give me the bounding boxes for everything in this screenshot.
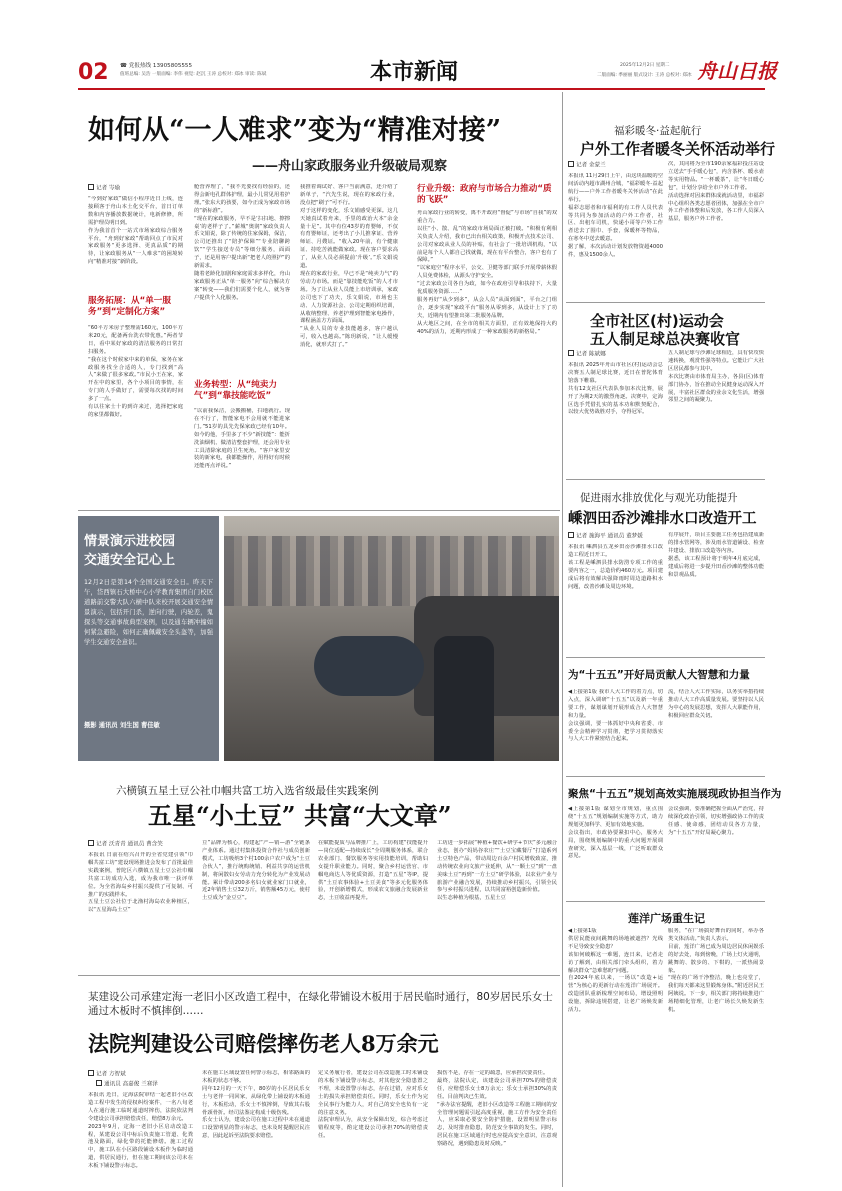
lead-col3: 我推着调试好、客户当前满意，还介绍了新单子，“汽先生说，现在的家政行业，没点把“刷子”可不行。 对于这样的变化，乐文娟感受更深。这几天她真试着舟来，手里的政治大本“余金量十足”。其中有位43岁的育婴师，不仅有育婴师证，还考出了小儿推拿证、营养师证、月嫂证。“收入20年前，有个健康证、持吃苦就能做家政。现在客户要求高了，从业人员必须提前‘升级’。”乐文娟说道。 现在的家政行业，早已不是“纯卖力气”的劳动力市场。而是“靠技能吃饭”的人才市场。为了让从业人员能上市培训承，家政公司也下了功夫，乐文娟说，市场也主动、人力资源社会、公司定期组织培训，从收纳整理、养老护理到智能家电操作，课程涵盖方方面面。 “从业人员的专业技能越多，客户越认可，收入也越高。”陈玥新说，“让人缓慢消化，就形式打了。” bbox=[300, 184, 398, 349]
photo-credit: 摄影 通讯员 刘生国 曹佳敏 bbox=[84, 722, 160, 729]
right2-col2: 五人制足球与沙滩足球相近，具有快攻快速转换，观赏性强等特点。它能让广大社区居民都参与其中。 本次比赛由市体育局主办，各县(区)体育部门协办，旨在推动全民健身运动深入开展，丰富社区群众的业余文化生活，增强邻里之间的凝聚力。 bbox=[668, 350, 764, 404]
lead-bottom-rule bbox=[78, 510, 560, 511]
right6-title: 莲洋广场重生记 bbox=[628, 912, 705, 925]
right5-rule bbox=[566, 901, 765, 902]
right4-col1: ◀上接第1版 我市人大工作的着力点，切入点，深入调研“十五五”以及新一年重要工作，谋划谋划开展形成合人大智慧和力量。 会议强调，要一体抓好中央和省委、市委全会精神学习贯彻，把学习贯彻落实与人大工作紧密结合起来。 bbox=[568, 689, 663, 743]
date-line: 2025年12月2日 星期二 bbox=[620, 63, 670, 68]
hotline bbox=[120, 61, 192, 69]
court-title: 法院判建设公司赔偿摔伤老人8万余元 bbox=[88, 1031, 439, 1056]
lead-col1b: “60平方米房子整理需160元，100平方米20元，配备两台洗衣带优惠。”两者节日，看中某好家政的清洁服务的日常打扫服务。 “我在这个时候家中来的单保，家务在家政服务找全合适的人，专门找到“高人”来做了很多家政。”市民小王在家，家开在中的家里，各个小项目的事情，在专门的人手做好了，需要每次找的时间多了一点。 有以往家士十的到许来过，选择把家庭的家里都做好。 bbox=[88, 325, 183, 418]
right2-col1: 本报讯 2025年舟山市社区(村)运动会总决赛五人制足球比赛，近日在普陀体育馆落下帷幕。 共有12支社区代表队参加本次比赛，展开了为期2天的激烈角逐。决赛中，定海区选手凭借扎实的基本功和默契配合，以较大优势战胜对手，夺得冠军。 bbox=[568, 362, 663, 416]
lead-title: 如何从“一人难求”变为“精准对接” bbox=[88, 115, 502, 146]
right1-title: 户外工作者暖冬关怀活动举行 bbox=[580, 140, 776, 158]
lead-sub3: 行业升级：政府与市场合力推动“质的飞跃” bbox=[417, 184, 552, 205]
lead-byline: 记者 岑瑜 bbox=[88, 184, 120, 193]
potato-col3: 在赋能提质与品牌推广上，工坊构建“技能提升—岗位适配—持续成长”全周期服务体系，联合农业部门、餐饮服务等实用技能培训，帮助妇女提升职业能力。同时，聚合乡村运营官、市帼电商达人等优质资源，打造“五星”等IP，提供“土豆农事体验+土豆美食”等多元化服务体验，开创新增模式，形成农文旅融合发展新业态，土豆收益再提升。 bbox=[318, 840, 428, 902]
right1-col2: 次，其同将为全市190余家福彩投注站设立送去“手手暖心包”，内含茶杯、暖水壶等实用物品。“一杯暖茶”，让“冬日暖心包”，计划分享给全市户外工作者。 活动选择对因来群体成就活动里，市福彩中心组织各类志愿者团体，加强在全市户外工作者体整和后发放，各工作人员深入基层，服务户外工作者。 bbox=[668, 161, 764, 223]
lead-col2: 舱营养理了，“我不光要找有经验的，还得会新电孔群体护理，最小儿常见用着护理。”张东大的孩要，如今正成为家政市场的“新标准”。 “现在的家政服务，早不是‘扫扫地、擦擦桌’的老样子了。”薪城“奥润”家政负责人乐文娟说，除了传统的住家保姆，保洁，公司还推出了“陪护保障”“专业陪聊跨饮”“学生接送专员”等细分服务，面面子，还是用客户提出新“把老人的照护”的新需求。 随着老龄化加剧和家庭需求多样化，舟山家政服务正从“单一服务”向“综合解决方案”转变——我们们需要个化人，就为客户提供个人化服务。 bbox=[194, 184, 290, 301]
court-byline: 记者 方智斌 bbox=[88, 1070, 126, 1079]
potato-title: 五星“小土豆” 共富“大文章” bbox=[148, 801, 452, 830]
court-byline2: 通讯员 高嘉俊 兰赛泽 bbox=[96, 1080, 158, 1089]
photo-officer bbox=[434, 636, 494, 761]
right3-col1: 本报讯 嵊泗县五龙乡田岙沙滩排水口改造工程近日开工。 该工程是嵊泗县排水防涝专项工作的重要内容之一，总造价约460万元。项目建成后将有效解决强降雨时周边道路积水问题，改善沙滩及周边环境。 bbox=[568, 544, 663, 590]
right1-byline: 记者 金蒙兰 bbox=[568, 161, 606, 170]
lead-sub1: 服务拓展：从“单一服务”到“定制化方案” bbox=[88, 296, 171, 317]
right6-col1: ◀上接第1版 供居民能夜间跳舞的场地被遮挡？光线不足导致安全隐患？ 该如何破解这一难题，连日来，记者走访了解到，由相关部门牵头组织，着力解决群众“急难愁盼”问题。 自2024年底以来，一场以“改造+运营”为核心的更新行动在莲洋广场展开。改造团队重新梳理空间布局，增设照明设施，拆除违规搭建，让老广场焕发新活力。 bbox=[568, 928, 663, 1014]
lead-col2b: “以前我保洁，会搬搬桶，扫地就行。现在不行了，智能家电不会用就不能进家门。”51岁的具先先保家政已经有10年。如今的他，手里多了不少“新技能”：能折洗油烟机、做清洁整套护理，还会用专业工具清除家庭的卫生死角。“客户家里安装的新家电，我都能操作，用得好有时候还能再点评说。” bbox=[194, 408, 290, 470]
masthead-logo: 舟山日报 bbox=[697, 59, 777, 83]
potato-kicker: 六横镇五星土豆公社巾帼共富工坊入选省级最佳实践案例 bbox=[116, 785, 379, 797]
photo-title-1: 情景演示进校园 bbox=[84, 534, 176, 549]
potato-col4: 工坊进一步拓展“种植+餐饮+研学+节庆”多元融合业态，创办“妈妈谷农庄”“土豆宝藏餐厅”打造系列土豆特色产品，带动周边百余户村民增收致富，推动传统农业向文旅产业延伸，从“一颗土豆”到“一盘美味土豆”再到“一方土豆”研学体验，以农业产业与旅游产业融合发展，持续推动乡村振兴，引领全民参与乡村振兴进程，以共同富裕创造新价值。 以生态种植为根基，五星土豆 bbox=[437, 840, 557, 902]
page-number: 02 bbox=[78, 60, 109, 85]
hotline-text: 党报热线 13905805555 bbox=[128, 63, 193, 69]
potato-col2: 豆”品牌为核心，构建起“产—销—游”全链条产业体系。通过村集体投资合作社与成员创新模式，工坊吸纳3个村100余户农户成为“土豆合伙人”，推行统购统销、利益共享的运营机制，将闲散妇女劳动力充分转化为产业发展动能。累计带动200多名妇女就业家门口就业，近2年销售土豆32万斤，销售额45万元，使村土豆成为“金豆豆”。 bbox=[202, 840, 310, 902]
right5-col2: 会议强调，要准确把握全面从严治党，持续深化政治引领，切实增强政协工作的责任感、使命感，团结动员各方力量，为“十五五”开好局凝心聚力。 bbox=[668, 806, 764, 836]
right4-title: 为“十五五”开好局贡献人大智慧和力量 bbox=[568, 669, 750, 681]
photo-title-2: 交通安全记心上 bbox=[84, 553, 176, 568]
right1-kicker: 福彩暖冬·益起航行 bbox=[614, 125, 702, 137]
court-kicker: 某建设公司承建定海一老旧小区改造工程中，在绿化带铺设木板用于居民临时通行，80岁居民乐女士通过木板时不慎摔倒…… bbox=[88, 991, 553, 1017]
right3-title: 嵊泗田岙沙滩排水口改造开工 bbox=[568, 511, 757, 527]
right6-col2: 服务，“在广场搞好舞台的同时，举办各类文体活动。”负责人表示。 目前，莲洋广场已成为周边居民休闲娱乐的好去处，每到傍晚，广场上灯火通明，跳舞的、散步的、下棋的，一派热闹景象。 “现在的广场干净整洁，晚上也亮堂了，我们每天都来这里锻炼身体。”附近居民王阿姨说。下一步，相关部门将持续推进广场精细化管理，让老广场长久焕发新生机。 bbox=[668, 928, 764, 1014]
right1-rule bbox=[566, 302, 765, 303]
potato-bottom-rule bbox=[78, 975, 560, 976]
right4-col2: 流，结合人大工作实际，以务实举措持续推动人大工作高质量发展。要坚持以人民为中心的发展思想，发挥人大职能作用，积极回应群众关切。 bbox=[668, 689, 764, 719]
right3-rule bbox=[566, 657, 765, 658]
lead-col4: 舟山家政行业的转变，离不开政府“督促”与市场“自我”的双重合力。 以往“小、散、乱”的家政市场局面正被打破。“积极有利相关负责人介绍，我市已出台相关政策，积极开点技术公司、公司对家政从业人员的补贴，有社会了一批培训机构，“以前是每个人人都自己找就做，现在有平台整合，客户也有了保障。” “以家庭空”程序水平，公交、卫健等部门联手开展带薪休假人员免费体检，从源头守护安全。 “过去家政公司各自为政，如今在政府引导和扶持下，大量优质服务资源……” 服务再好“从少到多”，从会人员“从面到面”，平台之门组合，逐步实现“家政平台”服务从零到多，从设计上下了功夫，近期内有望推出第二批服务品牌。 从大地区之间，在全市的相关方面里，正有效地保持大约40%的活力，近期内形成了一种家政服务的新格局。” bbox=[417, 210, 557, 335]
editors-left: 值班总编: 吴浩 一版面编: 李伟 视觉: 赵沉 王涛 总校对: 郑冰 审读: 陈斌 bbox=[120, 72, 267, 77]
right2-title-1: 全市社区(村)运动会 bbox=[590, 312, 724, 330]
right2-byline: 记者 陈斌娜 bbox=[568, 350, 606, 359]
lead-sub2: 业务转型：从“纯卖力气”到“靠技能吃饭” bbox=[194, 380, 277, 401]
potato-byline: 记者 沃青青 通讯员 曹含笑 bbox=[88, 840, 163, 849]
right2-rule bbox=[566, 479, 765, 480]
lead-subtitle: ——舟山家政服务业升级破局观察 bbox=[252, 159, 448, 174]
right3-kicker: 促进雨水排放优化与观光功能提升 bbox=[580, 492, 738, 504]
right5-title: 聚焦“十五五”规划高效实施展现政协担当作为 bbox=[568, 788, 782, 800]
section-title: 本市新闻 bbox=[370, 59, 459, 85]
phone-icon: ☎ bbox=[120, 63, 127, 69]
court-col3: 定义务履行者，建设公司在改造施工时未铺设的木板下铺设警示标志，对其他安全隐患置之不理，未设置警示标志，存在过错，应对乐女士的损失承担赔偿责任。同时，乐女士作为完全民事行为能力人，对自己的安全也负有一定的注意义务。 法院审理认为，从安全保障出发，综合考虑过错程度等，酌定建设公司承担70%的赔偿责任。 bbox=[318, 1070, 428, 1140]
right5-col1: ◀上接第1版 谋划全市规划，重点围绕“十五五”规划编制实施等方式，助力规划更加科学、更加有效地实施。 会议指出，市政协要紧扣中心，服务大局，围绕规划编制中的重大问题开展调查研究，深入基层一线，广泛听取群众意见。 bbox=[568, 806, 663, 860]
right3-col2: 有序展开，项目主要施工任务包括建成新的排水管网等，涉及雨水管道铺设、检查井建设、排放口改造等内容。 据悉，该工程预计将于明年4月底完成，建成后将进一步提升田岙沙滩的整体功能和景观品质。 bbox=[668, 532, 764, 578]
potato-col1: 本报讯 日前在绍兴召开的全省党建引领“巾帼共富工坊”建设现场推进会发布了首批最佳实践案例，普陀区六横镇五星土豆公社巾帼共富工坊成功入选，成为我市唯一获评单位。为全省海岛乡村振兴提供了可复制、可推广的实践样本。 五星土豆公社位于北渔村海岛农业种植区，以“五星海岛土豆” bbox=[88, 852, 193, 914]
editors-right: 二版面编: 季丽丽 版式设计: 王涛 总校对: 郑冰 bbox=[597, 73, 692, 78]
right4-rule bbox=[566, 776, 765, 777]
header-rule bbox=[78, 88, 765, 90]
court-col2: 未在施工区域设置任何警示标志，相邻路面的木板的状态不够。 同年12月的一天下午，80岁的小区居民乐女士与老伴一同回家，从绿化带上铺设的木板通行，木板松动，乐女士不慎摔倒，导致其右股骨颈骨折。经司法鉴定构成十级伤残。 乐女士认为，建设公司在施工过程中未在通道口设置明显的警示标志，也未及时提醒居民注意，因此起诉至法院要求赔偿。 bbox=[202, 1070, 310, 1140]
photo-child bbox=[314, 636, 424, 696]
column-divider bbox=[562, 92, 563, 1187]
right3-byline: 记者 施海平 通讯员 董梦媛 bbox=[568, 532, 643, 541]
court-col4: 损伤不是，存在一定的疏忽，应承担次要责任。 最终，法院认定，该建设公司承担70%的赔偿责任，应赔偿乐女士8万余元；乐女士承担30%的责任。目前判决已生效。 “承办法官提醒，老旧小区改造等工程施工期间的安全管理问题需引起高度重视，施工方作为安全责任人，应采取必要安全防护措施，设置明显警示标志，及时排查隐患，防范安全事故的发生。同时，居民在施工区域通行时也应提高安全意识，注意观察路况，遇到隐患及时反映。” bbox=[437, 1070, 557, 1148]
right2-title-2: 五人制足球总决赛收官 bbox=[590, 330, 741, 348]
traffic-photo bbox=[224, 516, 559, 761]
right1-col1: 本报讯 11月29日上午，由这块温暖的空间活动内超市湖州合城，“福彩暖冬·益起航行——户外工作者暖冬关怀活动”在此举行。 福彩志愿者和市福利的有工作人员代表等共同为参加活动的户外工作者，社区、出租车司机，快递小哥等户外工作者送去了围巾、手套，保暖杯等物品，在寒冬中送去暖意。 据了解，本次活动计划发放物资超4000件，惠及1500余人。 bbox=[568, 173, 663, 259]
photo-caption: 12月2日是第14个全国交通安全日。昨天下午，岱西镇石大桥中心小学教育集团自门校区道路前交警大队六横中队来校开展交通安全情景演示，包括开门杀，逆向行驶，内轮差，鬼探头等交通事故典型案例，以及通车辆冲撞如何紧急避险，如何正确佩戴安全头盔等，加强学生交通安全意识。 bbox=[84, 579, 213, 646]
court-col1: 本报讯 近日，定海法院审结一起老旧小区改造工程中发生的侵权纠纷案件，一名八旬老人在通行施工临时通道时摔伤，法院依法判令建设公司承担赔偿责任，赔偿8万余元。 2023年9月，定海一老旧小区启动改造工程，某建设公司中标后负责施工管道、化粪池及路面，绿化带的托能修缮。施工过程中，施工队在小区路段铺设木板作为临时通道，供居民通行，但在施工期间该公司未在木板下铺设警示标志。 bbox=[88, 1092, 193, 1170]
lead-col1: “今到好家政”做信小程序近日上线，连接顾客于舟山本土化交平台，首日订单数和内容播放数据统计，电新修修，所需护理员明日到。 作为我首首个一站式市场家政综合服务平台，“舟到好家政”帮助回点了市民对家政服务“更多选择、更真品质”的期待，让家政服务从“一人难求”的困境转向“精准对接”新阶段。 bbox=[88, 196, 183, 266]
